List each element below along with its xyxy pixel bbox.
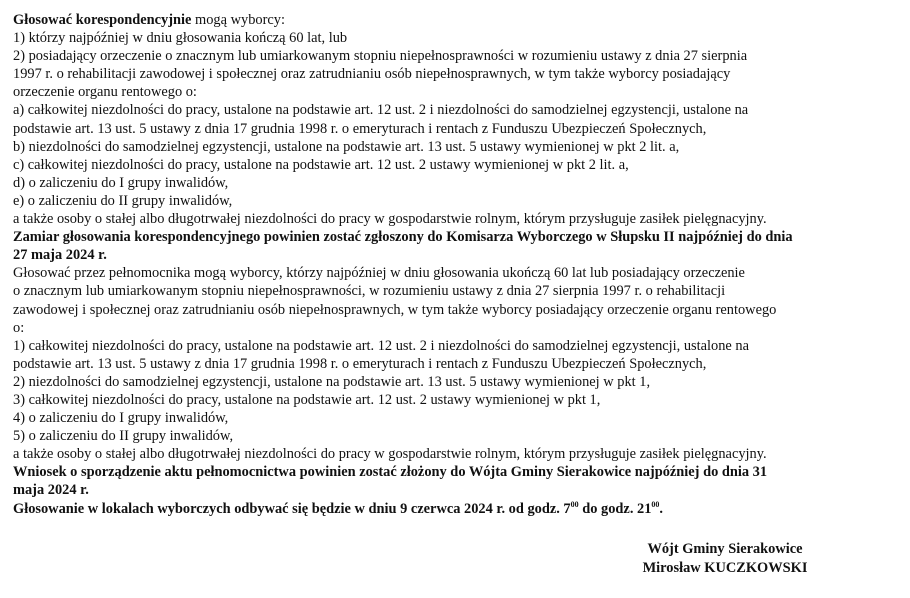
postal-item-2-line-1: 2) posiadający orzeczenie o znacznym lub umiarkowanym stopniu niepełnosprawności w rozumieniu ustawy z dnia 27 sierpnia [13, 48, 748, 65]
proxy-item-1-line-1: 1) całkowitej niezdolności do pracy, ustalone na podstawie art. 12 ust. 2 i niezdolności do samodzielnej egzystencji, ustalone na [13, 337, 749, 354]
postal-item-2-line-2: 1997 r. o rehabilitacji zawodowej i społecznej oraz zatrudnianiu osób niepełnosprawnych, w tym także wyborcy posiadający [13, 66, 731, 83]
voting-hours-start-minutes: 00 [570, 499, 579, 509]
postal-item-b: b) niezdolności do samodzielnej egzystencji, ustalone na podstawie art. 13 ust. 5 ustawy wymienionej w pkt 2 lit. a, [13, 138, 680, 155]
proxy-deadline-line-2: maja 2024 r. [13, 482, 89, 499]
signature-block [620, 540, 830, 578]
proxy-intro-line-4: o: [13, 319, 25, 336]
postal-voting-intro [13, 11, 893, 29]
proxy-intro-line-2: o znacznym lub umiarkowanym stopniu niepełnosprawności, w rozumieniu ustawy z dnia 27 sierpnia 1997 r. o rehabilitacji [13, 283, 726, 300]
proxy-item-3: 3) całkowitej niezdolności do pracy, ustalone na podstawie art. 12 ust. 2 ustawy wymienionej w pkt 1, [13, 391, 601, 408]
voting-hours-period: . [659, 500, 664, 517]
postal-also: a także osoby o stałej albo długotrwałej niezdolności do pracy w gospodarstwie rolnym, którym przysługuje zasiłek pielęgnacyjny. [13, 211, 767, 228]
voting-hours-to: do godz. 21 [578, 500, 652, 517]
signature-title: Wójt Gminy Sierakowice [647, 541, 803, 557]
postal-item-a-line-1: a) całkowitej niezdolności do pracy, ustalone na podstawie art. 12 ust. 2 i niezdolności do samodzielnej egzystencji, ustalone na [13, 102, 749, 119]
proxy-also: a także osoby o stałej albo długotrwałej niezdolności do pracy w gospodarstwie rolnym, którym przysługuje zasiłek pielęgnacyjny. [13, 446, 767, 463]
postal-voting-intro-rest: mogą wyborcy: [191, 12, 285, 28]
voting-hours-end-minutes: 00 [651, 499, 660, 509]
postal-item-a-line-2: podstawie art. 13 ust. 5 ustawy z dnia 17 grudnia 1998 r. o emeryturach i rentach z Funduszu Ubezpieczeń Społecznych, [13, 120, 707, 137]
postal-item-e: e) o zaliczeniu do II grupy inwalidów, [13, 192, 233, 209]
voting-hours-text: Głosowanie w lokalach wyborczych odbywać się będzie w dniu 9 czerwca 2024 r. od godz. 7 [13, 500, 571, 517]
voting-hours [13, 500, 893, 518]
proxy-deadline-line-1: Wniosek o sporządzenie aktu pełnomocnictwa powinien zostać złożony do Wójta Gminy Sierakowice najpóźniej do dnia 31 [13, 464, 768, 481]
proxy-item-1-line-2: podstawie art. 13 ust. 5 ustawy z dnia 17 grudnia 1998 r. o emeryturach i rentach z Funduszu Ubezpieczeń Społecznych, [13, 355, 707, 372]
postal-voting-heading: Głosować korespondencyjnie [13, 12, 192, 28]
postal-item-d: d) o zaliczeniu do I grupy inwalidów, [13, 174, 229, 191]
proxy-item-2: 2) niezdolności do samodzielnej egzystencji, ustalone na podstawie art. 13 ust. 5 ustawy wymienionej w pkt 1, [13, 373, 651, 390]
postal-item-2-line-3: orzeczenie organu rentowego o: [13, 84, 197, 101]
postal-item-1: 1) którzy najpóźniej w dniu głosowania kończą 60 lat, lub [13, 30, 348, 47]
proxy-item-4: 4) o zaliczeniu do I grupy inwalidów, [13, 410, 229, 427]
proxy-intro-line-3: zawodowej i społecznej oraz zatrudnianiu osób niepełnosprawnych, w tym także wyborcy posiadający orzeczenie organu rentowego [13, 301, 777, 318]
signature-name: Mirosław KUCZKOWSKI [642, 560, 808, 576]
proxy-item-5: 5) o zaliczeniu do II grupy inwalidów, [13, 428, 234, 445]
postal-deadline-line-2: 27 maja 2024 r. [13, 247, 107, 264]
announcement-body [13, 11, 893, 518]
postal-deadline-line-1: Zamiar głosowania korespondencyjnego powinien zostać zgłoszony do Komisarza Wyborczego w Słupsku II najpóźniej do dnia [13, 229, 793, 246]
postal-item-c: c) całkowitej niezdolności do pracy, ustalone na podstawie art. 12 ust. 2 ustawy wymienionej w pkt 2 lit. a, [13, 156, 629, 173]
proxy-intro-line-1: Głosować przez pełnomocnika mogą wyborcy, którzy najpóźniej w dniu głosowania ukończą 60 lat lub posiadający orzeczenie [13, 265, 745, 282]
